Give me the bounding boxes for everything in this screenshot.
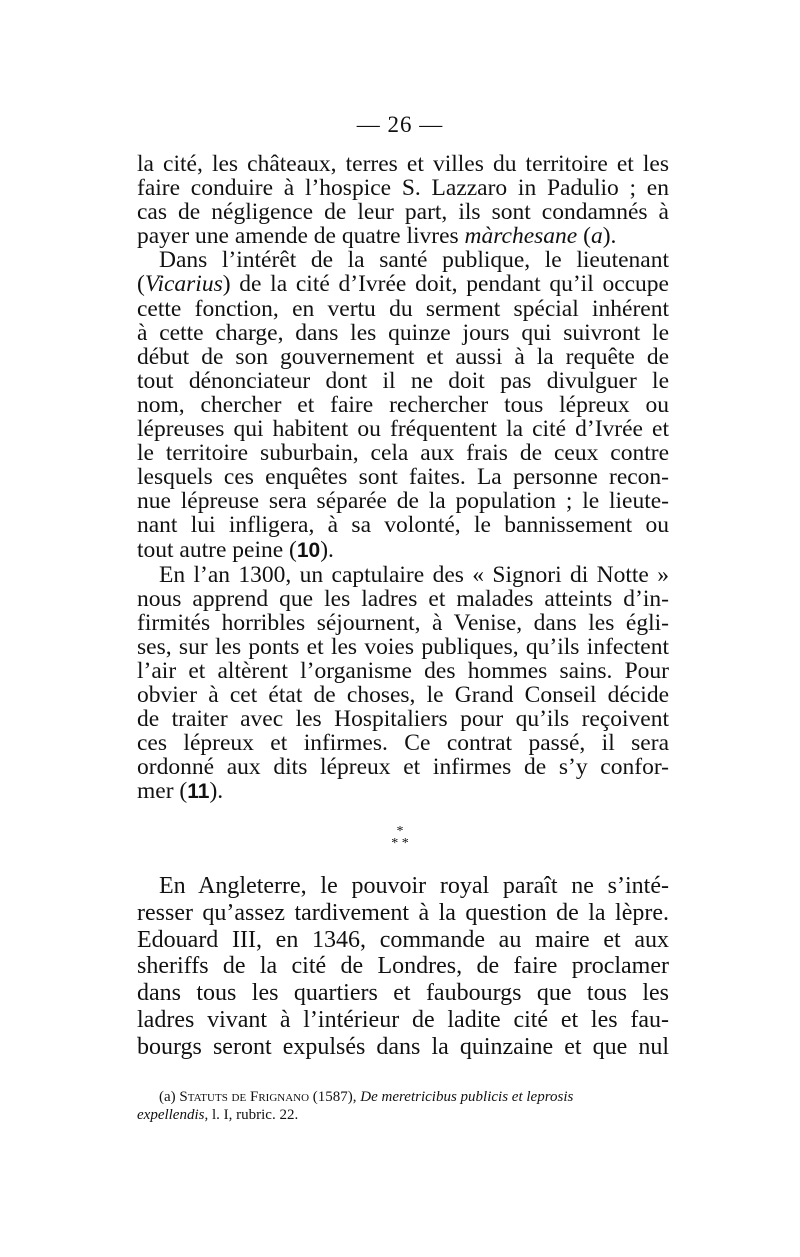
text-line: sheriffs de la cité de Londres, de faire proclamer [137, 953, 669, 980]
text-line: nue lépreuse sera séparée de la population ; le lieute- [137, 488, 669, 515]
text-line: dans tous les quartiers et faubourgs que tous les [137, 980, 669, 1007]
text-line: faire conduire à l’hospice S. Lazzaro in Padulio ; en [137, 175, 669, 202]
text-line: cette fonction, en vertu du serment spécial inhérent [137, 295, 669, 322]
text-line: tout autre peine (10). [137, 536, 334, 563]
text-line: la cité, les châteaux, terres et villes du territoire et les [137, 151, 669, 177]
footnote [137, 1088, 669, 1124]
text-line: début de son gouvernement et aussi à la requête de [137, 343, 669, 370]
text-line: cas de négligence de leur part, ils sont condamnés à [137, 199, 669, 226]
asterism-bottom: * * [391, 836, 409, 851]
text-line: nom, chercher et faire rechercher tous lépreux ou [137, 391, 669, 418]
text-line: nant lui infligera, à sa volonté, le bannissement ou [137, 512, 669, 539]
note-reference: 11 [187, 780, 210, 804]
text-line: lesquels ces enquêtes sont faites. La personne recon- [137, 464, 669, 491]
text-line: le territoire suburbain, cela aux frais de ceux contre [137, 440, 669, 467]
footnote-line: (a) Statuts de Frignano (1587), De meretricibus publicis et leprosis [159, 1089, 574, 1105]
text-line: ladres vivant à l’intérieur de ladite cité et les fau- [137, 1006, 669, 1033]
text-line: En Angleterre, le pouvoir royal paraît ne s’inté- [159, 873, 669, 899]
text-line: mer (11). [137, 778, 224, 805]
main-text [137, 152, 669, 805]
section-separator-asterism [0, 826, 800, 850]
text-line: de traiter avec les Hospitaliers pour qu’ils reçoivent [137, 706, 669, 733]
text-line: l’air et altèrent l’organisme des hommes sains. Pour [137, 657, 669, 684]
text-line: firmités horribles séjournent, à Venise, dans les égli- [137, 609, 669, 636]
asterism-top: * [396, 824, 404, 839]
text-line: tout dénonciateur dont il ne doit pas divulguer le [137, 367, 669, 394]
section-text [137, 873, 669, 1061]
note-reference: 10 [296, 538, 321, 562]
text-line: payer une amende de quatre livres màrchesane (a). [137, 223, 617, 250]
text-line: nous apprend que les ladres et malades atteints d’in- [137, 585, 669, 612]
text-line: En l’an 1300, un captulaire des « Signori di Notte » [159, 561, 669, 588]
footnote-line: expellendis, l. I, rubric. 22. [137, 1107, 299, 1123]
text-line: Dans l’intérêt de la santé publique, le lieutenant [159, 247, 669, 274]
text-line: à cette charge, dans les quinze jours qui suivront le [137, 319, 669, 346]
text-line: ordonné aux dits lépreux et infirmes de s’y confor- [137, 754, 669, 781]
text-line: ses, sur les ponts et les voies publiques, qu’ils infectent [137, 633, 669, 660]
text-line: ces lépreux et infirmes. Ce contrat passé, il sera [137, 730, 669, 757]
page-number: — 26 — [356, 112, 444, 137]
text-line: resser qu’assez tardivement à la question de la lèpre. [137, 899, 669, 926]
text-line: Edouard III, en 1346, commande au maire et aux [137, 926, 669, 953]
text-line: lépreuses qui habitent ou fréquentent la cité d’Ivrée et [137, 416, 669, 443]
footnote-reference: a [590, 223, 603, 250]
text-line: obvier à cet état de choses, le Grand Conseil décide [137, 682, 669, 709]
text-line: (Vicarius) de la cité d’Ivrée doit, pendant qu’il occupe [137, 271, 669, 298]
text-line: bourgs seront expulsés dans la quinzaine et que nul [137, 1033, 669, 1060]
